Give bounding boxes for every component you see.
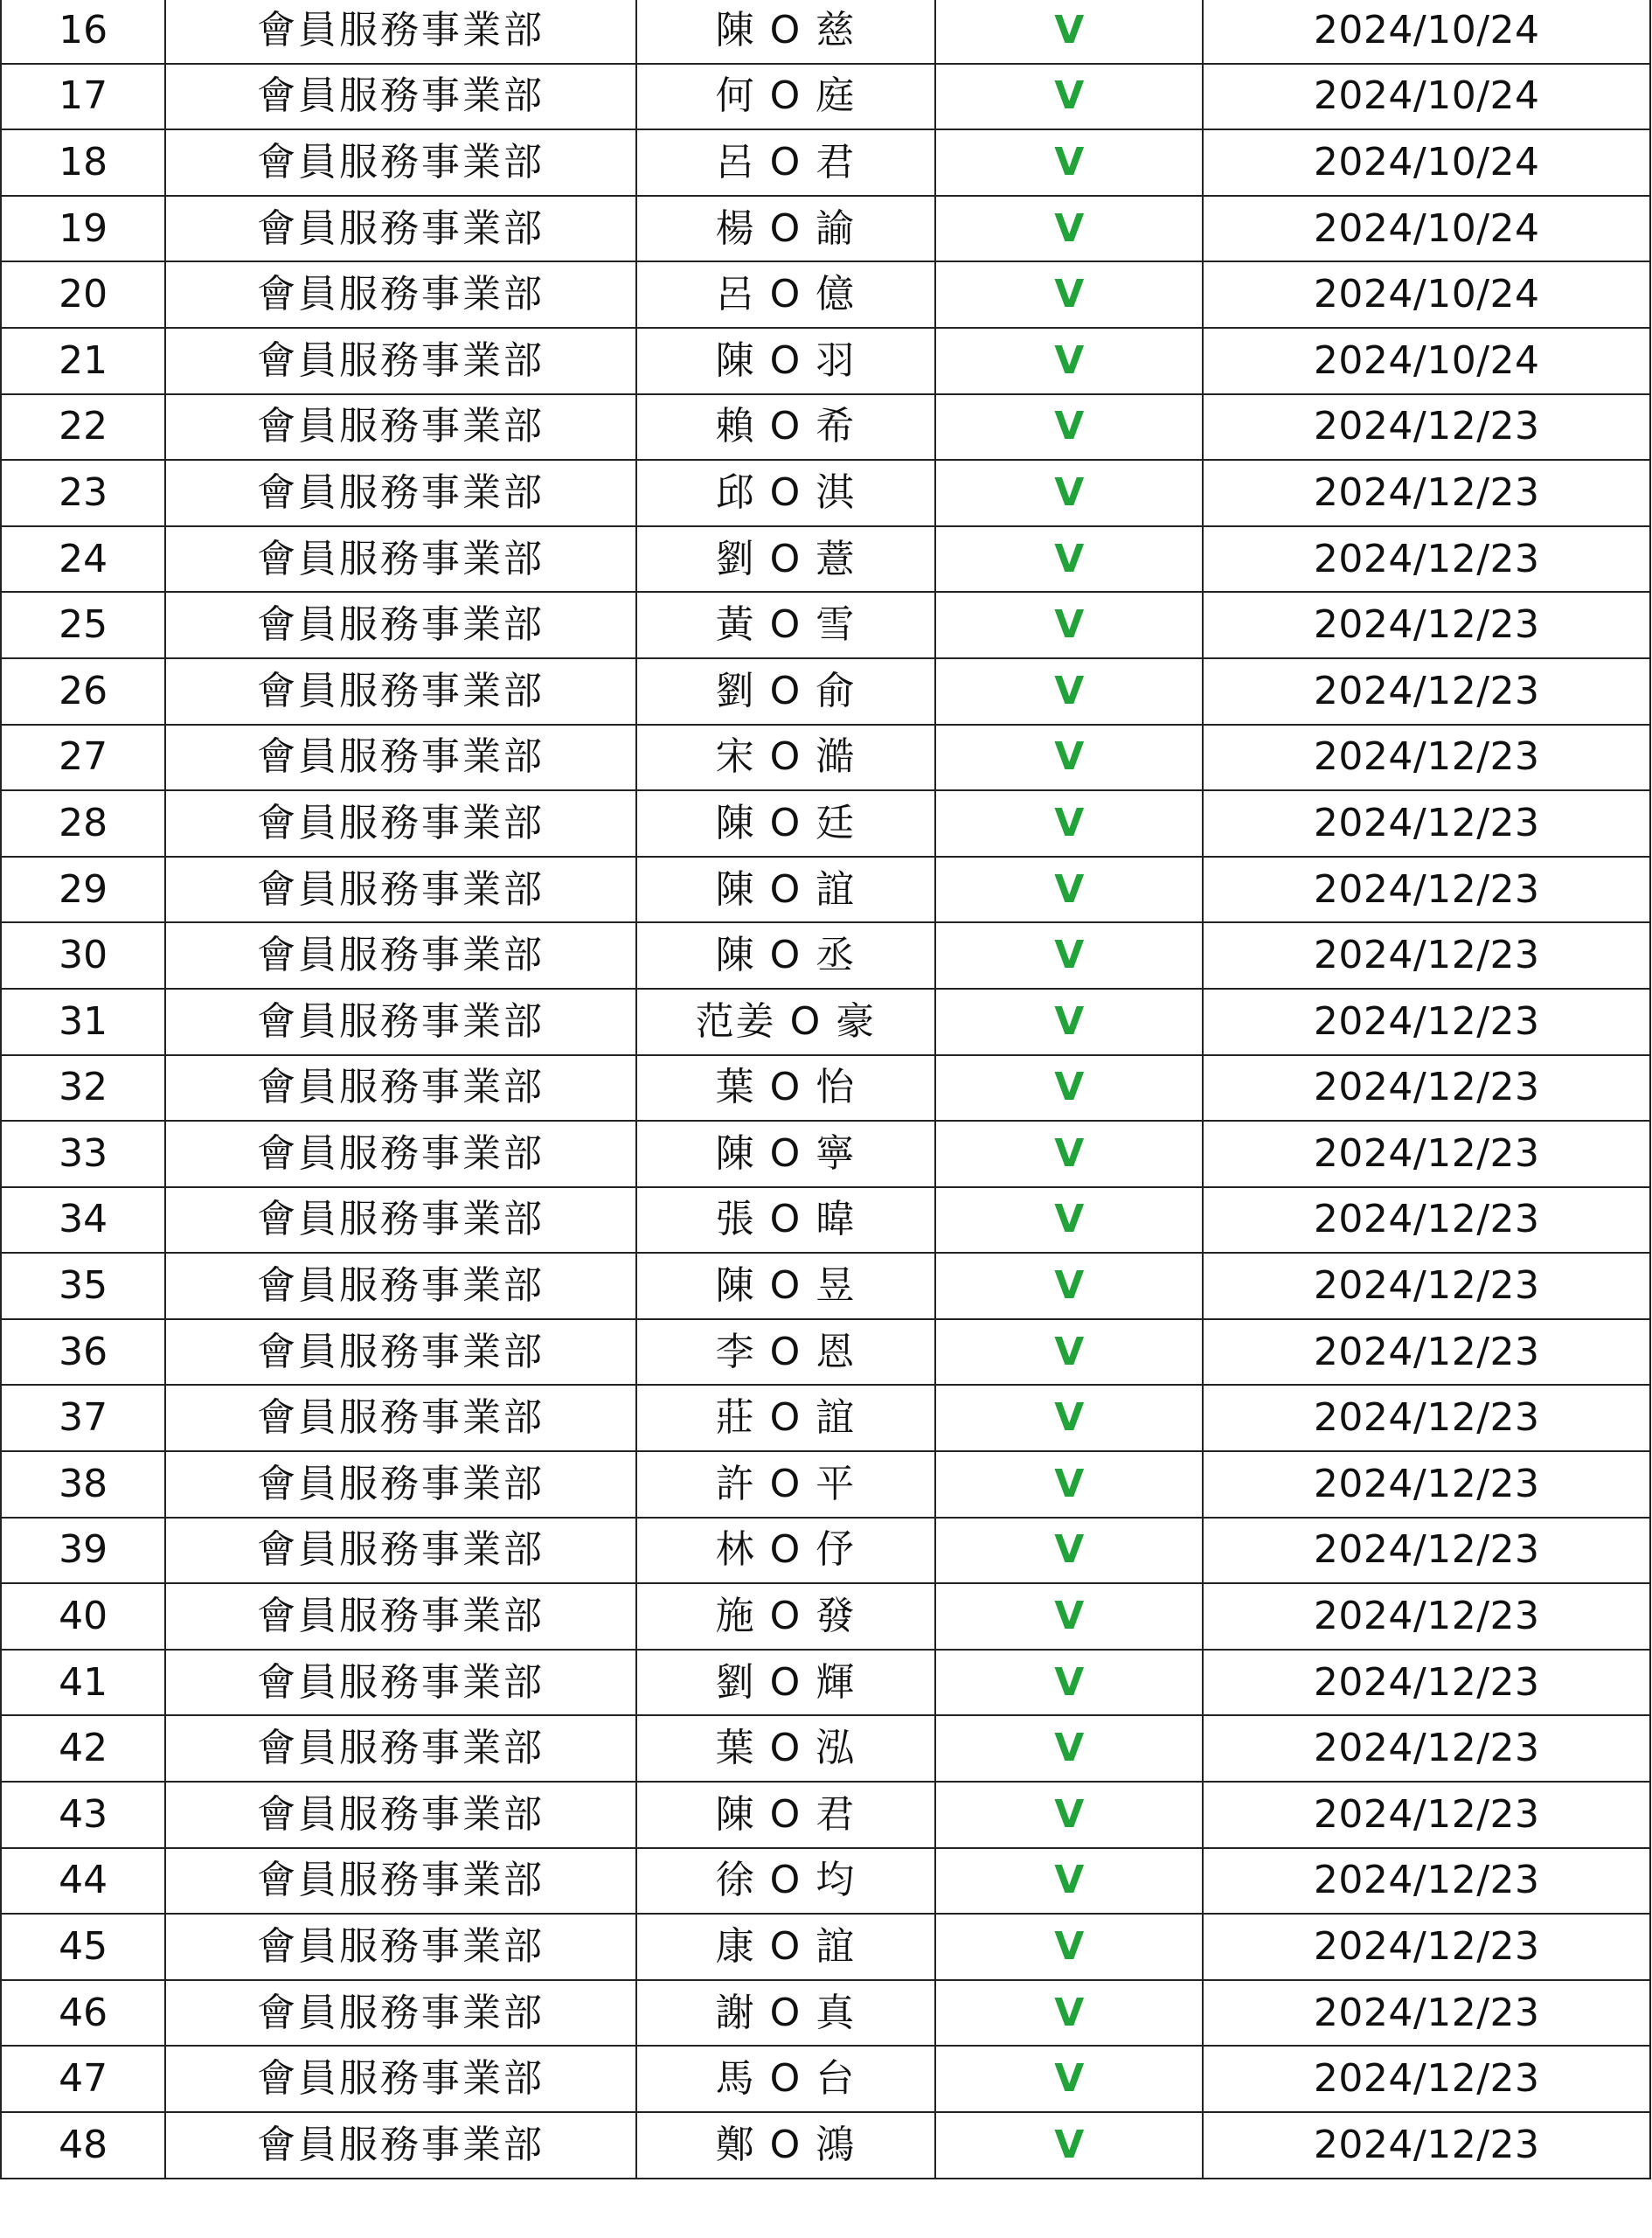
date-cell: 2024/12/23 (1203, 1385, 1650, 1451)
member-name-cell: 陳 O 慈 (636, 0, 935, 64)
table-row (1, 1715, 1650, 1782)
date-cell: 2024/10/24 (1203, 261, 1650, 328)
date-cell: 2024/10/24 (1203, 196, 1650, 262)
table-row (1, 1914, 1650, 1980)
check-mark-cell: V (935, 790, 1203, 857)
member-name-cell: 范姜 O 豪 (636, 989, 935, 1055)
table-row (1, 2112, 1650, 2179)
department-cell: 會員服務事業部 (165, 989, 636, 1055)
member-name-cell: 謝 O 真 (636, 1980, 935, 2047)
date-cell: 2024/12/23 (1203, 1187, 1650, 1254)
department-cell: 會員服務事業部 (165, 1650, 636, 1716)
department-cell: 會員服務事業部 (165, 592, 636, 658)
department-cell: 會員服務事業部 (165, 1782, 636, 1848)
row-number-cell: 19 (1, 196, 165, 262)
department-cell: 會員服務事業部 (165, 261, 636, 328)
row-number-cell: 37 (1, 1385, 165, 1451)
member-name-cell: 陳 O 寧 (636, 1121, 935, 1187)
date-cell: 2024/12/23 (1203, 1980, 1650, 2047)
date-cell: 2024/12/23 (1203, 460, 1650, 526)
check-mark-cell: V (935, 1583, 1203, 1650)
date-cell: 2024/12/23 (1203, 592, 1650, 658)
table-row (1, 857, 1650, 923)
row-number-cell: 24 (1, 526, 165, 593)
department-cell: 會員服務事業部 (165, 526, 636, 593)
check-mark-cell: V (935, 658, 1203, 725)
row-number-cell: 27 (1, 725, 165, 791)
department-cell: 會員服務事業部 (165, 1055, 636, 1122)
row-number-cell: 45 (1, 1914, 165, 1980)
member-name-cell: 楊 O 諭 (636, 196, 935, 262)
department-cell: 會員服務事業部 (165, 725, 636, 791)
member-name-cell: 李 O 恩 (636, 1319, 935, 1386)
check-mark-cell: V (935, 1385, 1203, 1451)
row-number-cell: 29 (1, 857, 165, 923)
check-mark-cell: V (935, 1650, 1203, 1716)
member-name-cell: 邱 O 淇 (636, 460, 935, 526)
date-cell: 2024/12/23 (1203, 1715, 1650, 1782)
row-number-cell: 43 (1, 1782, 165, 1848)
department-cell: 會員服務事業部 (165, 328, 636, 394)
member-name-cell: 林 O 伃 (636, 1518, 935, 1584)
row-number-cell: 44 (1, 1848, 165, 1915)
row-number-cell: 32 (1, 1055, 165, 1122)
date-cell: 2024/10/24 (1203, 328, 1650, 394)
department-cell: 會員服務事業部 (165, 1253, 636, 1319)
row-number-cell: 26 (1, 658, 165, 725)
department-cell: 會員服務事業部 (165, 1914, 636, 1980)
table-row (1, 129, 1650, 196)
check-mark-cell: V (935, 129, 1203, 196)
member-name-cell: 陳 O 羽 (636, 328, 935, 394)
member-name-cell: 莊 O 誼 (636, 1385, 935, 1451)
date-cell: 2024/12/23 (1203, 526, 1650, 593)
table-row (1, 394, 1650, 461)
member-name-cell: 陳 O 君 (636, 1782, 935, 1848)
member-name-cell: 陳 O 誼 (636, 857, 935, 923)
member-name-cell: 葉 O 泓 (636, 1715, 935, 1782)
department-cell: 會員服務事業部 (165, 1715, 636, 1782)
member-name-cell: 劉 O 薏 (636, 526, 935, 593)
member-name-cell: 黃 O 雪 (636, 592, 935, 658)
member-name-cell: 陳 O 丞 (636, 922, 935, 989)
check-mark-cell: V (935, 592, 1203, 658)
department-cell: 會員服務事業部 (165, 790, 636, 857)
member-name-cell: 呂 O 億 (636, 261, 935, 328)
row-number-cell: 21 (1, 328, 165, 394)
check-mark-cell: V (935, 2112, 1203, 2179)
table-row (1, 1518, 1650, 1584)
date-cell: 2024/12/23 (1203, 1650, 1650, 1716)
date-cell: 2024/10/24 (1203, 64, 1650, 130)
row-number-cell: 30 (1, 922, 165, 989)
date-cell: 2024/12/23 (1203, 1914, 1650, 1980)
date-cell: 2024/12/23 (1203, 790, 1650, 857)
check-mark-cell: V (935, 64, 1203, 130)
table-row (1, 1583, 1650, 1650)
row-number-cell: 31 (1, 989, 165, 1055)
member-name-cell: 鄭 O 鴻 (636, 2112, 935, 2179)
row-number-cell: 41 (1, 1650, 165, 1716)
check-mark-cell: V (935, 394, 1203, 461)
date-cell: 2024/12/23 (1203, 1451, 1650, 1518)
table-row (1, 196, 1650, 262)
date-cell: 2024/12/23 (1203, 989, 1650, 1055)
check-mark-cell: V (935, 2046, 1203, 2112)
check-mark-cell: V (935, 1319, 1203, 1386)
check-mark-cell: V (935, 725, 1203, 791)
table-row (1, 1187, 1650, 1254)
row-number-cell: 42 (1, 1715, 165, 1782)
date-cell: 2024/12/23 (1203, 1518, 1650, 1584)
member-name-cell: 何 O 庭 (636, 64, 935, 130)
date-cell: 2024/12/23 (1203, 725, 1650, 791)
department-cell: 會員服務事業部 (165, 0, 636, 64)
department-cell: 會員服務事業部 (165, 1121, 636, 1187)
table-row (1, 261, 1650, 328)
department-cell: 會員服務事業部 (165, 2046, 636, 2112)
date-cell: 2024/12/23 (1203, 1121, 1650, 1187)
row-number-cell: 22 (1, 394, 165, 461)
roster-table-body (1, 0, 1650, 2179)
table-row (1, 328, 1650, 394)
check-mark-cell: V (935, 1848, 1203, 1915)
row-number-cell: 18 (1, 129, 165, 196)
row-number-cell: 46 (1, 1980, 165, 2047)
member-name-cell: 康 O 誼 (636, 1914, 935, 1980)
date-cell: 2024/12/23 (1203, 1583, 1650, 1650)
table-row (1, 1385, 1650, 1451)
check-mark-cell: V (935, 1980, 1203, 2047)
table-row (1, 1980, 1650, 2047)
check-mark-cell: V (935, 0, 1203, 64)
table-row (1, 725, 1650, 791)
table-row (1, 526, 1650, 593)
department-cell: 會員服務事業部 (165, 1583, 636, 1650)
table-row (1, 2046, 1650, 2112)
table-row (1, 0, 1650, 64)
check-mark-cell: V (935, 1782, 1203, 1848)
row-number-cell: 35 (1, 1253, 165, 1319)
row-number-cell: 36 (1, 1319, 165, 1386)
table-row (1, 922, 1650, 989)
check-mark-cell: V (935, 526, 1203, 593)
department-cell: 會員服務事業部 (165, 1518, 636, 1584)
table-row (1, 658, 1650, 725)
table-row (1, 1848, 1650, 1915)
department-cell: 會員服務事業部 (165, 1319, 636, 1386)
row-number-cell: 20 (1, 261, 165, 328)
check-mark-cell: V (935, 1187, 1203, 1254)
member-name-cell: 施 O 發 (636, 1583, 935, 1650)
member-name-cell: 葉 O 怡 (636, 1055, 935, 1122)
member-name-cell: 劉 O 俞 (636, 658, 935, 725)
check-mark-cell: V (935, 460, 1203, 526)
check-mark-cell: V (935, 857, 1203, 923)
member-name-cell: 陳 O 昱 (636, 1253, 935, 1319)
department-cell: 會員服務事業部 (165, 460, 636, 526)
check-mark-cell: V (935, 1518, 1203, 1584)
member-name-cell: 許 O 平 (636, 1451, 935, 1518)
row-number-cell: 23 (1, 460, 165, 526)
date-cell: 2024/12/23 (1203, 1782, 1650, 1848)
check-mark-cell: V (935, 328, 1203, 394)
table-row (1, 64, 1650, 130)
table-row (1, 1319, 1650, 1386)
check-mark-cell: V (935, 261, 1203, 328)
check-mark-cell: V (935, 1055, 1203, 1122)
row-number-cell: 17 (1, 64, 165, 130)
table-row (1, 1451, 1650, 1518)
department-cell: 會員服務事業部 (165, 1451, 636, 1518)
member-name-cell: 賴 O 希 (636, 394, 935, 461)
department-cell: 會員服務事業部 (165, 1848, 636, 1915)
check-mark-cell: V (935, 989, 1203, 1055)
date-cell: 2024/10/24 (1203, 0, 1650, 64)
member-name-cell: 宋 O 澔 (636, 725, 935, 791)
department-cell: 會員服務事業部 (165, 857, 636, 923)
date-cell: 2024/12/23 (1203, 1055, 1650, 1122)
row-number-cell: 16 (1, 0, 165, 64)
table-row (1, 1782, 1650, 1848)
check-mark-cell: V (935, 1121, 1203, 1187)
table-row (1, 1253, 1650, 1319)
row-number-cell: 33 (1, 1121, 165, 1187)
date-cell: 2024/10/24 (1203, 129, 1650, 196)
date-cell: 2024/12/23 (1203, 1253, 1650, 1319)
check-mark-cell: V (935, 922, 1203, 989)
check-mark-cell: V (935, 1253, 1203, 1319)
department-cell: 會員服務事業部 (165, 658, 636, 725)
department-cell: 會員服務事業部 (165, 2112, 636, 2179)
department-cell: 會員服務事業部 (165, 922, 636, 989)
member-name-cell: 馬 O 台 (636, 2046, 935, 2112)
department-cell: 會員服務事業部 (165, 1385, 636, 1451)
row-number-cell: 48 (1, 2112, 165, 2179)
department-cell: 會員服務事業部 (165, 129, 636, 196)
department-cell: 會員服務事業部 (165, 196, 636, 262)
department-cell: 會員服務事業部 (165, 394, 636, 461)
member-name-cell: 徐 O 均 (636, 1848, 935, 1915)
date-cell: 2024/12/23 (1203, 857, 1650, 923)
check-mark-cell: V (935, 196, 1203, 262)
row-number-cell: 25 (1, 592, 165, 658)
member-name-cell: 呂 O 君 (636, 129, 935, 196)
department-cell: 會員服務事業部 (165, 64, 636, 130)
date-cell: 2024/12/23 (1203, 2046, 1650, 2112)
table-row (1, 1650, 1650, 1716)
date-cell: 2024/12/23 (1203, 922, 1650, 989)
row-number-cell: 40 (1, 1583, 165, 1650)
row-number-cell: 39 (1, 1518, 165, 1584)
date-cell: 2024/12/23 (1203, 658, 1650, 725)
table-row (1, 1055, 1650, 1122)
table-row (1, 460, 1650, 526)
check-mark-cell: V (935, 1715, 1203, 1782)
department-cell: 會員服務事業部 (165, 1980, 636, 2047)
table-row (1, 1121, 1650, 1187)
date-cell: 2024/12/23 (1203, 1848, 1650, 1915)
date-cell: 2024/12/23 (1203, 2112, 1650, 2179)
row-number-cell: 28 (1, 790, 165, 857)
row-number-cell: 38 (1, 1451, 165, 1518)
department-cell: 會員服務事業部 (165, 1187, 636, 1254)
check-mark-cell: V (935, 1914, 1203, 1980)
table-row (1, 592, 1650, 658)
member-name-cell: 劉 O 輝 (636, 1650, 935, 1716)
check-mark-cell: V (935, 1451, 1203, 1518)
member-name-cell: 張 O 暐 (636, 1187, 935, 1254)
row-number-cell: 34 (1, 1187, 165, 1254)
date-cell: 2024/12/23 (1203, 1319, 1650, 1386)
date-cell: 2024/12/23 (1203, 394, 1650, 461)
member-name-cell: 陳 O 廷 (636, 790, 935, 857)
table-row (1, 790, 1650, 857)
table-row (1, 989, 1650, 1055)
row-number-cell: 47 (1, 2046, 165, 2112)
